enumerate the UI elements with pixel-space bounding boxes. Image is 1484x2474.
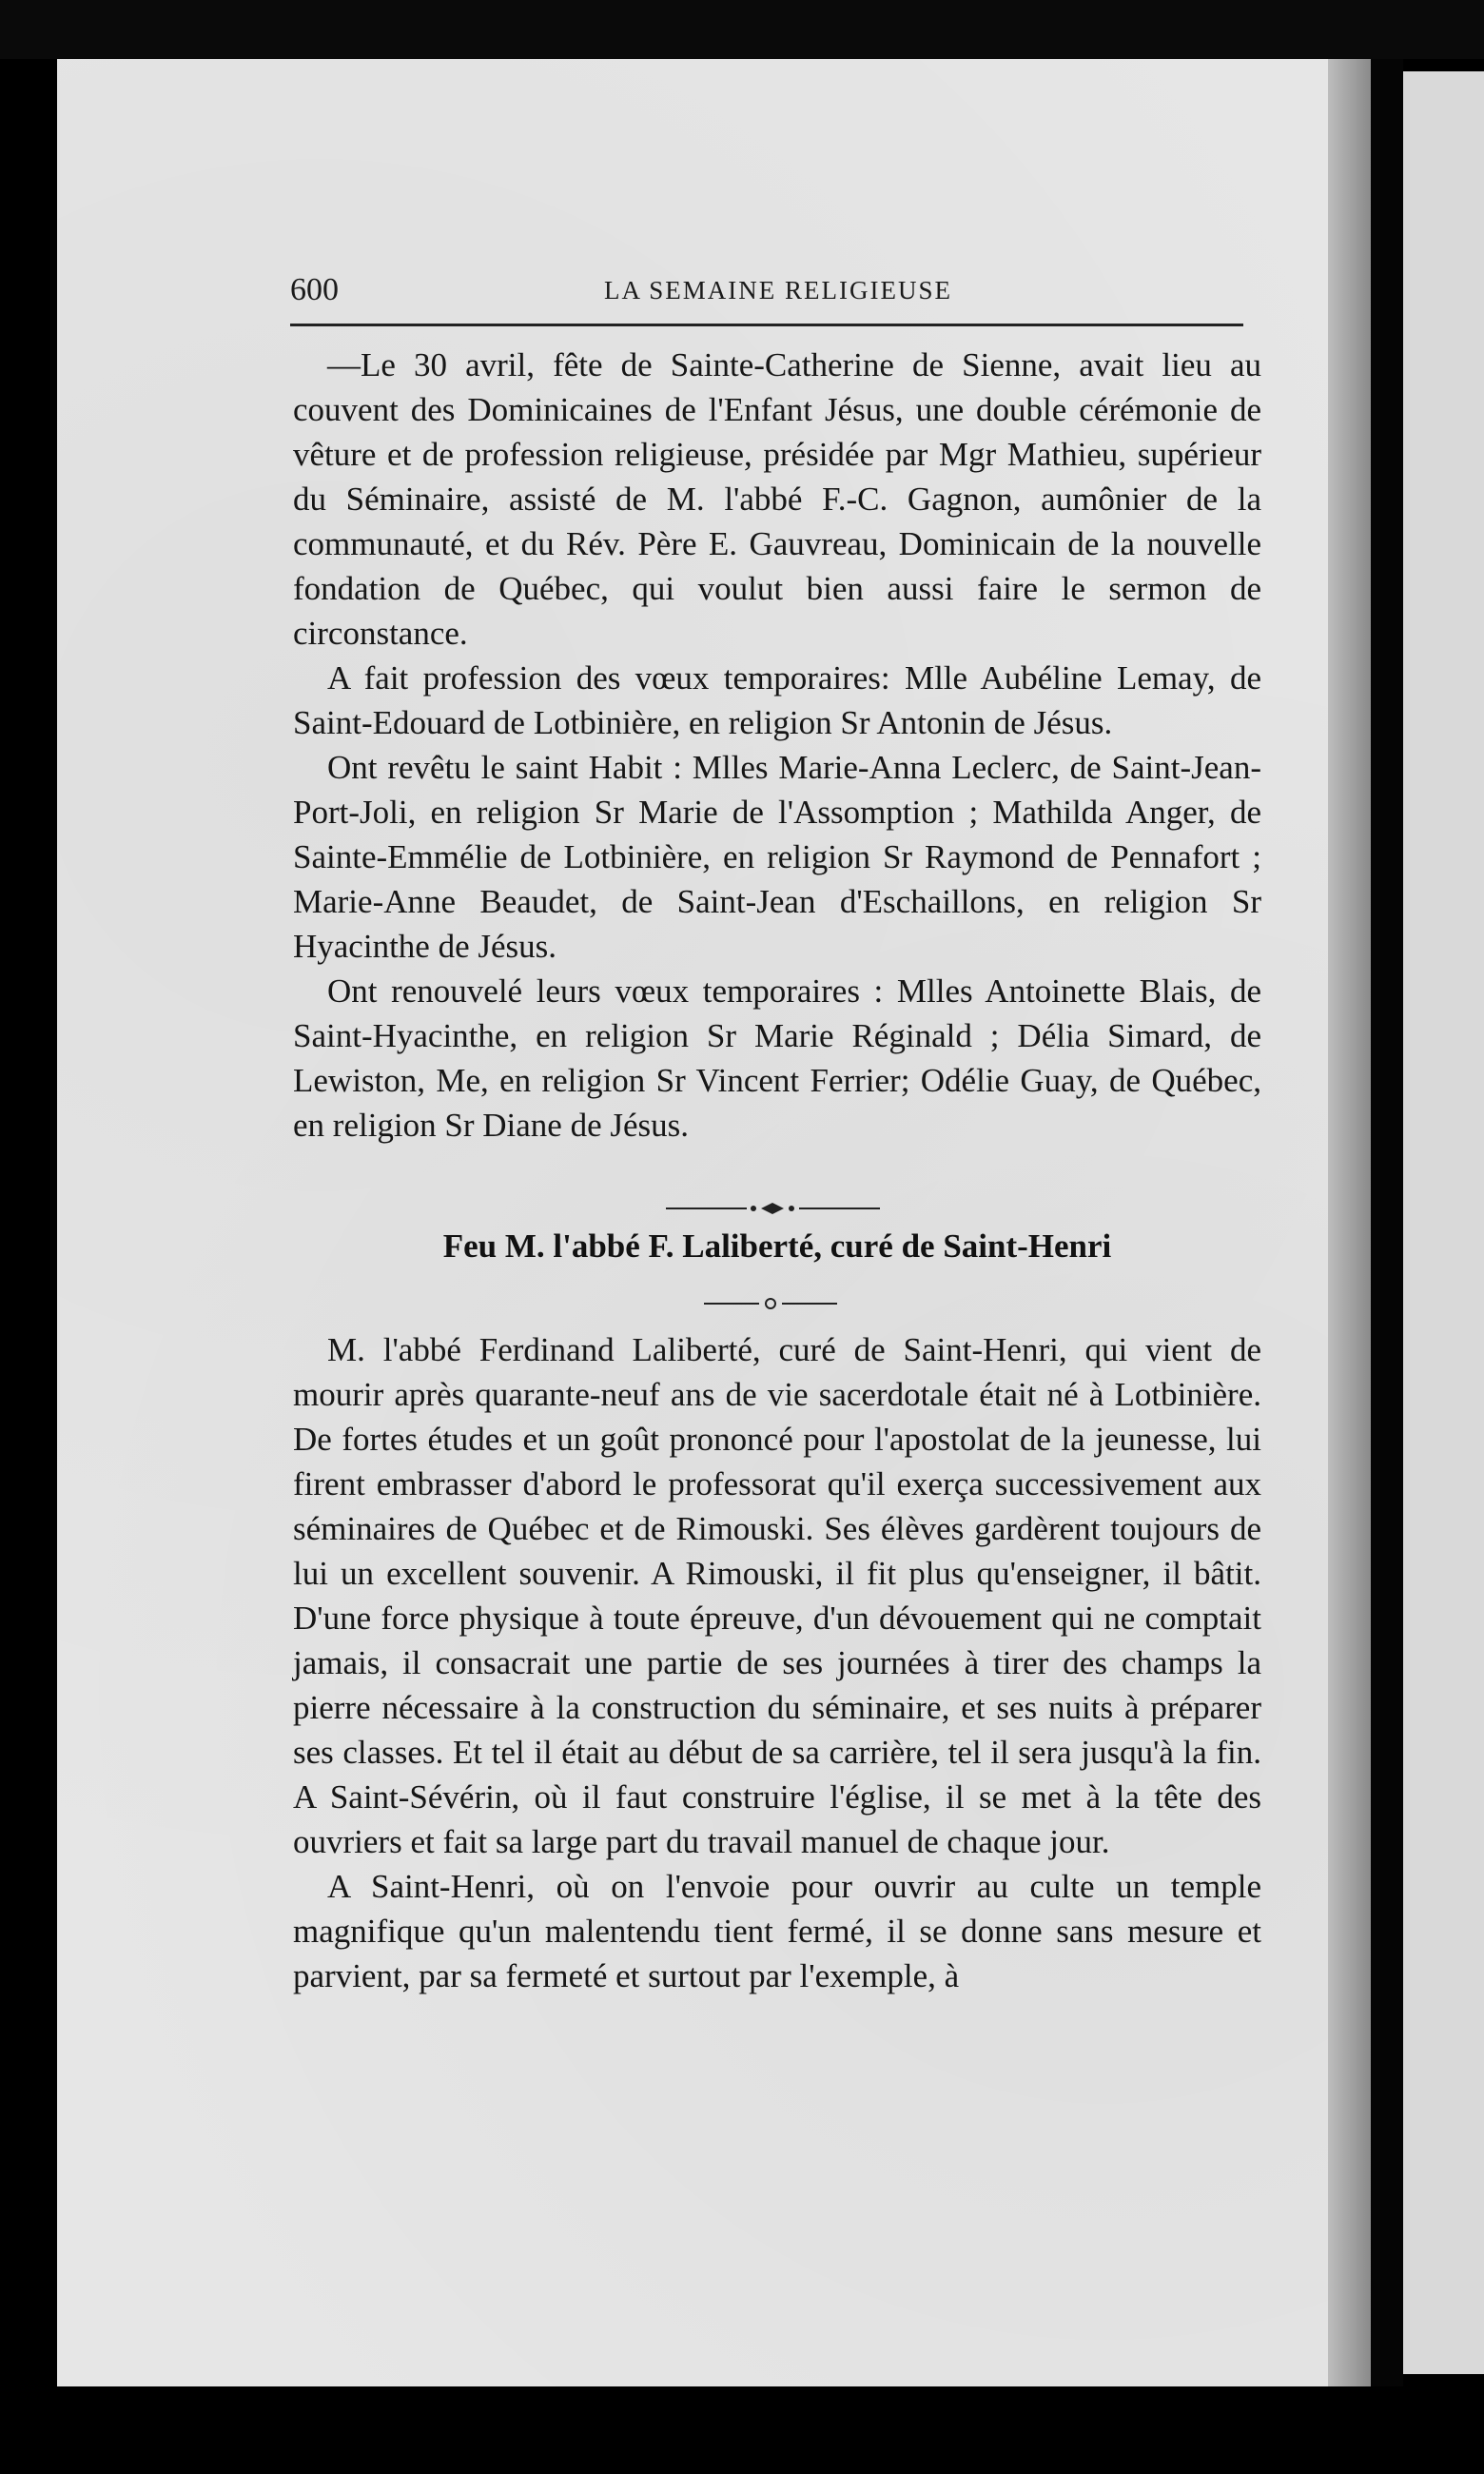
paragraph: M. l'abbé Ferdinand Laliberté, curé de Saint-Henri, qui vient de mourir après quarante-neuf ans de vie sacerdotale était né à Lotbinière. De fortes études et un goût prononcé pour l'apostolat de la jeunesse, lui firent embrasser d'abord le professorat qu'il exerça successivement aux séminaires de Québec et de Rimouski. Ses élèves gardèrent toujours de lui un excellent souvenir. A Rimouski, il fit plus qu'enseigner, il bâtit. D'une force physique à toute épreuve, d'un dévouement qui ne comptait jamais, il consacrait une partie de ses journées à tirer des champs la pierre nécessaire à la construction du séminaire, et ses nuits à préparer ses classes. Et tel il était au début de sa carrière, tel il sera jusqu'à la fin. A Saint-Sévérin, où il faut construire l'église, il se met à la tête des ouvriers et fait sa large part du travail manuel de chaque jour.: [293, 1331, 1261, 1860]
page-number: 600: [290, 272, 339, 307]
article-one-body: [293, 343, 1261, 1148]
scan-border-top: [0, 0, 1484, 59]
paragraph: A fait profession des vœux temporaires: Mlle Aubéline Lemay, de Saint-Edouard de Lotbinière, en religion Sr Antonin de Jésus.: [293, 659, 1261, 741]
article-two-title: Feu M. l'abbé F. Laliberté, curé de Saint-Henri: [442, 1227, 1112, 1265]
section-ornament: [666, 1199, 880, 1218]
running-head: LA SEMAINE RELIGIEUSE: [604, 276, 952, 304]
article-two-body: [293, 1327, 1261, 1998]
header-rule: [290, 324, 1243, 326]
paragraph: —Le 30 avril, fête de Sainte-Catherine de Sienne, avait lieu au couvent des Dominicaines de l'Enfant Jésus, une double cérémonie de vêture et de profession religieuse, présidée par Mgr Mathieu, supérieur du Séminaire, assisté de M. l'abbé F.-C. Gagnon, aumônier de la communauté, et du Rév. Père E. Gauvreau, Dominicain de la nouvelle fondation de Québec, qui voulut bien aussi faire le sermon de circonstance.: [293, 346, 1261, 652]
title-divider: [704, 1296, 837, 1311]
book-gutter: [1371, 59, 1403, 2386]
adjacent-page-edge: [1403, 71, 1484, 2374]
page-header: [290, 266, 1241, 314]
paragraph: Ont revêtu le saint Habit : Mlles Marie-Anna Leclerc, de Saint-Jean-Port-Joli, en religion Sr Marie de l'Assomption ; Mathilda Anger, de Sainte-Emmélie de Lotbinière, en religion Sr Raymond de Pennafort ; Marie-Anne Beaudet, de Saint-Jean d'Eschaillons, en religion Sr Hyacinthe de Jésus.: [293, 749, 1261, 965]
paragraph: Ont renouvelé leurs vœux temporaires : Mlles Antoinette Blais, de Saint-Hyacinthe, en religion Sr Marie Réginald ; Délia Simard, de Lewiston, Me, en religion Sr Vincent Ferrier; Odélie Guay, de Québec, en religion Sr Diane de Jésus.: [293, 972, 1261, 1144]
page-edge-shadow: [1328, 59, 1371, 2386]
paragraph: A Saint-Henri, où on l'envoie pour ouvrir au culte un temple magnifique qu'un malentendu tient fermé, il se donne sans mesure et parvient, par sa fermeté et surtout par l'exemple, à: [293, 1868, 1261, 1994]
